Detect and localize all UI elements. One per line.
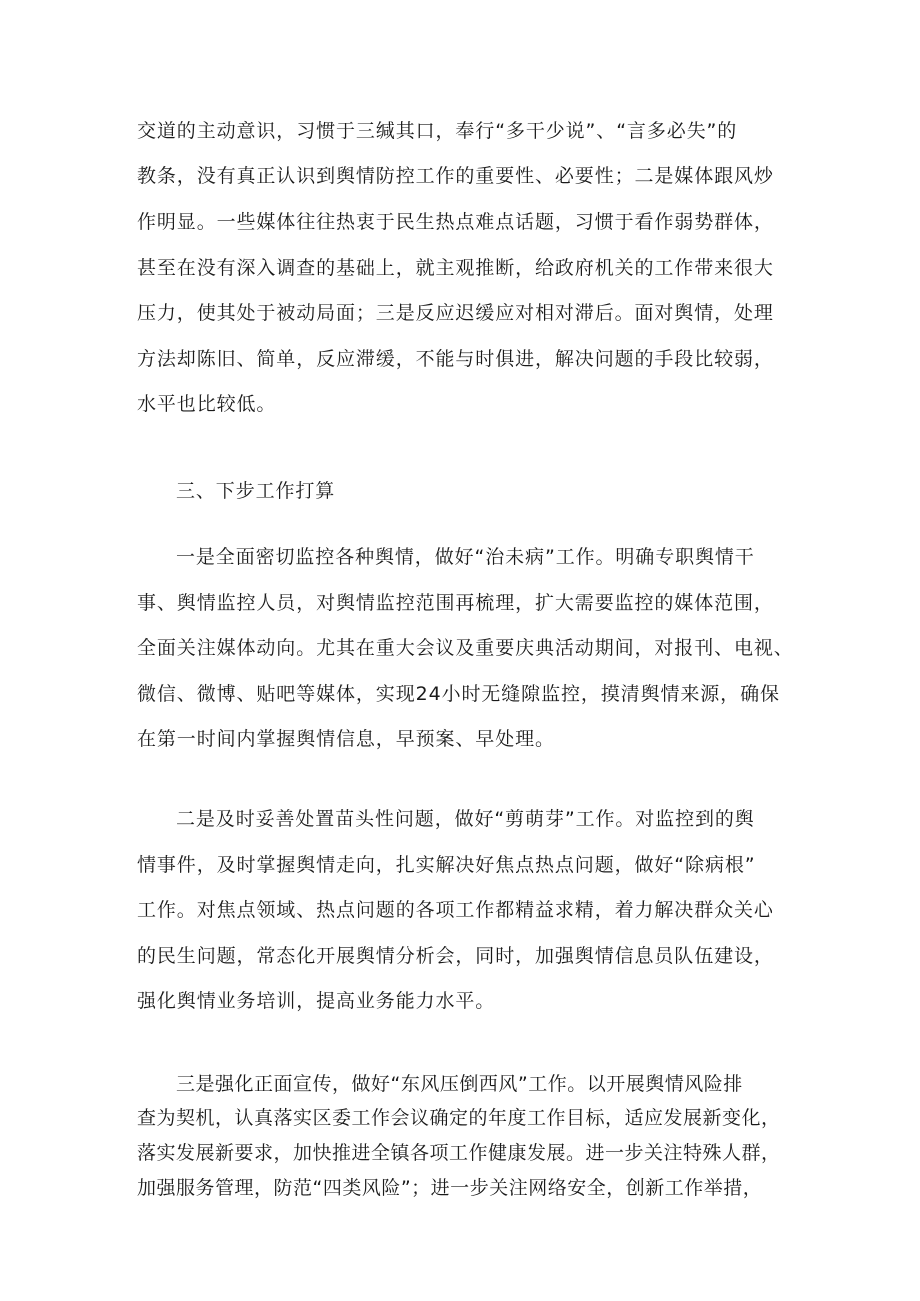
paragraph-4-line-2: 查为契机，认真落实区委工作会议确定的年度工作目标，适应发展新变化， (137, 1107, 781, 1129)
paragraph-2-line-5: 在第一时间内掌握舆情信息，早预案、早处理。 (137, 728, 555, 750)
paragraph-3-line-2: 情事件，及时掌握舆情走向，扎实解决好焦点热点问题，做好“除病根” (137, 854, 756, 876)
paragraph-1-line-4: 甚至在没有深入调查的基础上，就主观推断，给政府机关的工作带来很大 (137, 257, 774, 279)
paragraph-3-line-4: 的民生问题，常态化开展舆情分析会，同时，加强舆情信息员队伍建设， (137, 945, 774, 967)
paragraph-3-line-5: 强化舆情业务培训，提高业务能力水平。 (137, 990, 496, 1012)
paragraph-1-line-6: 方法却陈旧、简单，反应滞缓，不能与时俱进，解决问题的手段比较弱， (137, 348, 774, 370)
paragraph-2-line-2: 事、舆情监控人员，对舆情监控范围再梳理，扩大需要监控的媒体范围， (137, 592, 774, 614)
paragraph-1-line-2: 教条，没有真正认识到舆情防控工作的重要性、必要性；二是媒体跟风炒 (137, 165, 774, 187)
paragraph-4-line-1: 三是强化正面宣传，做好“东风压倒西风”工作。以开展舆情风险排 (176, 1073, 743, 1095)
paragraph-2-line-3: 全面关注媒体动向。尤其在重大会议及重要庆典活动期间，对报刊、电视、 (137, 637, 794, 659)
paragraph-1-line-7: 水平也比较低。 (137, 393, 277, 415)
paragraph-2-line-4: 微信、微博、贴吧等媒体，实现24小时无缝隙监控，摸清舆情来源，确保 (137, 683, 780, 705)
paragraph-2-line-1: 一是全面密切监控各种舆情，做好“治未病”工作。明确专职舆情干 (176, 546, 755, 568)
paragraph-3-line-3: 工作。对焦点领域、热点问题的各项工作都精益求精，着力解决群众关心 (137, 899, 774, 921)
paragraph-1-line-5: 压力，使其处于被动局面；三是反应迟缓应对相对滞后。面对舆情，处理 (137, 302, 774, 324)
paragraph-1-line-3: 作明显。一些媒体往往热衷于民生热点难点话题，习惯于看作弱势群体， (137, 211, 774, 233)
section-heading: 三、下步工作打算 (176, 480, 336, 502)
paragraph-4-line-4: 加强服务管理，防范“四类风险”；进一步关注网络安全，创新工作举措， (137, 1177, 763, 1199)
paragraph-1-line-1: 交道的主动意识，习惯于三缄其口，奉行“多干少说”、“言多必失”的 (137, 120, 738, 142)
paragraph-4-line-3: 落实发展新要求，加快推进全镇各项工作健康发展。进一步关注特殊人群， (137, 1142, 781, 1164)
paragraph-3-line-1: 二是及时妥善处置苗头性问题，做好“剪萌芽”工作。对监控到的舆 (176, 808, 755, 830)
